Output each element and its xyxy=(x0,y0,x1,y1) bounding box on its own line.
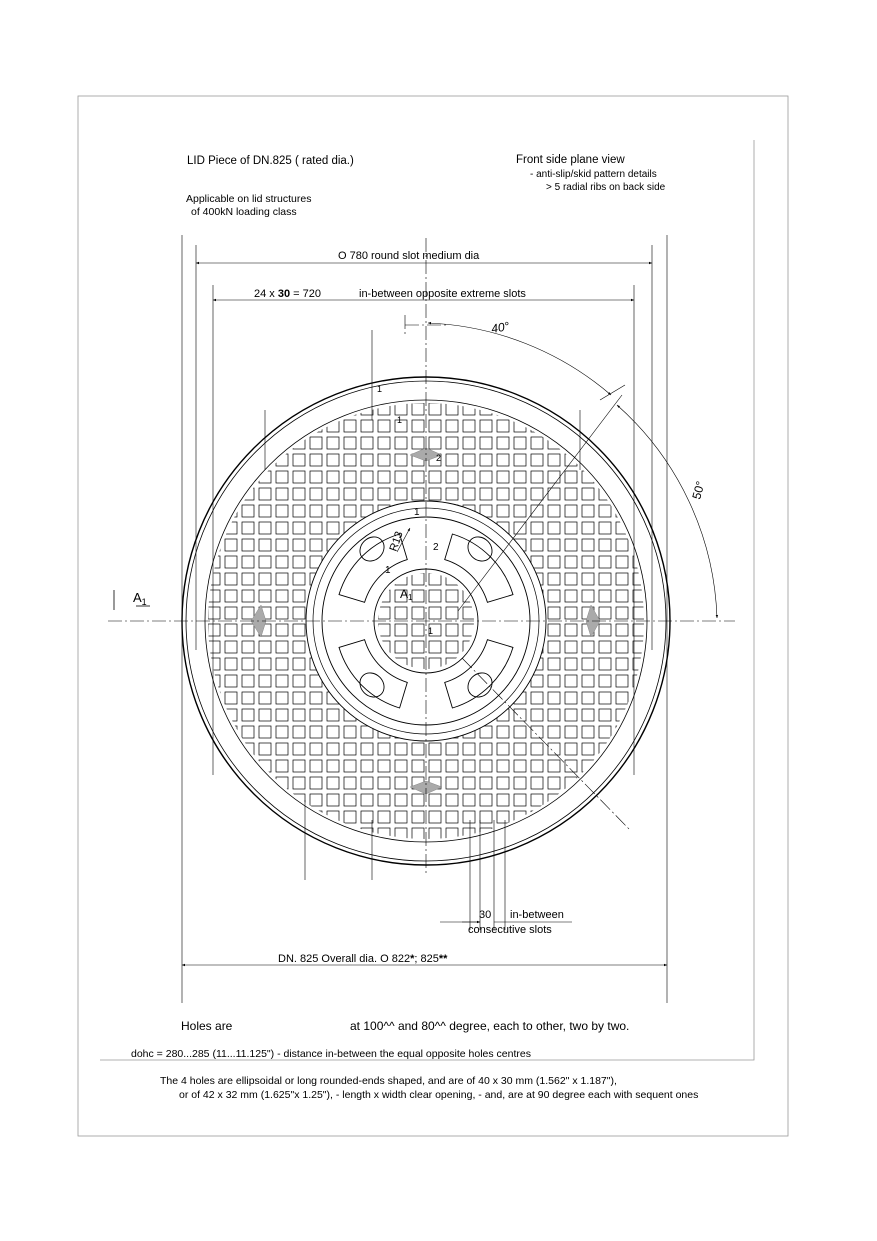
angle-50: 50° xyxy=(689,479,708,501)
zone-label: 1 xyxy=(428,626,434,636)
angle-40: 40° xyxy=(490,319,511,336)
view-heading: Front side plane view xyxy=(516,154,625,166)
zone-label: 1 xyxy=(414,507,420,518)
radius-label: R13 xyxy=(387,529,406,554)
slot-gap-label-2: consecutive slots xyxy=(468,924,552,936)
dohc-note: dohc = 280...285 (11...11.125") - distance in-between the equal opposite holes centres xyxy=(131,1048,531,1060)
view-detail-1: - anti-slip/skid pattern details xyxy=(530,169,657,180)
slot-gap-value: 30 xyxy=(479,909,492,921)
slot-gap-label-1: in-between xyxy=(510,909,564,921)
holes-are-label: Holes are xyxy=(181,1019,233,1033)
extreme-slots-label: in-between opposite extreme slots xyxy=(359,288,526,300)
section-mark-center: A1 xyxy=(400,587,413,602)
holes-description-2: or of 42 x 32 mm (1.625"x 1.25"), - length x width clear opening, - and, are at 90 degree each with sequent ones xyxy=(179,1089,699,1101)
title: LID Piece of DN.825 ( rated dia.) xyxy=(187,155,354,167)
holes-description-1: The 4 holes are ellipsoidal or long rounded-ends shaped, and are of 40 x 30 mm (1.562" x 1.187"), xyxy=(160,1075,617,1087)
zone-label: 2 xyxy=(436,453,442,463)
zone-label: 2 xyxy=(433,542,439,553)
applicable-line-1: Applicable on lid structures xyxy=(186,193,312,205)
applicable-line-2: of 400kN loading class xyxy=(191,206,297,218)
section-mark-left: $A_1$ xyxy=(133,590,147,607)
zone-label: 1 xyxy=(385,565,391,576)
holes-degree-note: at 100^^ and 80^^ degree, each to other, two by two. xyxy=(350,1019,630,1033)
zone-label: 1 xyxy=(377,384,383,394)
view-detail-2: > 5 radial ribs on back side xyxy=(546,182,666,193)
zone-label: 1 xyxy=(397,415,403,425)
extreme-slots-dim: 24 x 30 = 720 xyxy=(254,288,321,300)
slot-dia-label: O 780 round slot medium dia xyxy=(338,250,480,262)
overall-dia-label: DN. 825 Overall dia. O 822*; 825** xyxy=(278,953,448,965)
